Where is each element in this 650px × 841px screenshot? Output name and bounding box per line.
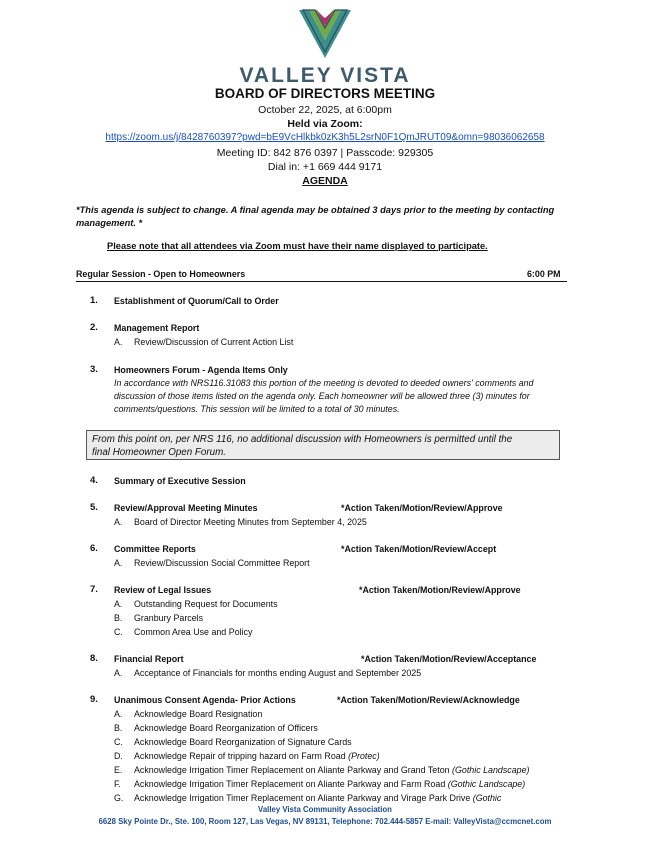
notice-line-2: final Homeowner Open Forum. — [92, 447, 226, 458]
item-7b-letter: B. — [114, 613, 123, 623]
item-8-action: *Action Taken/Motion/Review/Acceptance — [361, 654, 537, 664]
item-8-title: Financial Report — [114, 654, 184, 664]
footer-org: Valley Vista Community Association — [258, 805, 392, 814]
item-7-action: *Action Taken/Motion/Review/Approve — [359, 585, 521, 595]
item-9f-vendor: (Gothic Landscape) — [447, 779, 526, 789]
item-9f-desc: Acknowledge Irrigation Timer Replacement on Aliante Parkway and Farm Road — [134, 779, 446, 789]
item-9c-letter: C. — [114, 737, 123, 747]
item-9f-letter: F. — [114, 779, 121, 789]
item-6a-text: Review/Discussion Social Committee Report — [134, 558, 310, 568]
session-divider — [76, 281, 567, 282]
item-6a-letter: A. — [114, 558, 123, 568]
notice-line-1: From this point on, per NRS 116, no additional discussion with Homeowners is permitted until the — [92, 434, 513, 445]
item-7-title: Review of Legal Issues — [114, 585, 212, 595]
item-9c-text: Acknowledge Board Reorganization of Signature Cards — [134, 737, 352, 747]
item-5-title: Review/Approval Meeting Minutes — [114, 503, 258, 513]
item-9d-vendor: (Protec) — [348, 751, 380, 761]
item-9a-text: Acknowledge Board Resignation — [134, 709, 263, 719]
zoom-link[interactable]: https://zoom.us/j/8428760397?pwd=bE9VcHlkbk0zK3h5L2srN0F1QmJRUT09&omn=98036062658 — [105, 132, 545, 143]
meeting-id: Meeting ID: 842 876 0397 | Passcode: 929305 — [216, 147, 434, 159]
footer-address: 6628 Sky Pointe Dr., Ste. 100, Room 127, Las Vegas, NV 89131, Telephone: 702.444-5857 E-mail: ValleyVista@ccmcnet.com — [98, 817, 552, 826]
item-7c-text: Common Area Use and Policy — [134, 627, 253, 637]
item-5a-letter: A. — [114, 517, 123, 527]
item-4-title: Summary of Executive Session — [114, 476, 246, 486]
item-4-number: 4. — [90, 475, 98, 486]
item-3-number: 3. — [90, 364, 98, 375]
homeowner-discussion-notice — [86, 430, 560, 460]
item-7-number: 7. — [90, 584, 98, 595]
item-2-title: Management Report — [114, 323, 200, 333]
item-8-number: 8. — [90, 653, 98, 664]
item-6-number: 6. — [90, 543, 98, 554]
item-9g-text — [134, 793, 501, 803]
item-2a-text: Review/Discussion of Current Action List — [134, 337, 294, 347]
change-notice-line-2: management. * — [76, 218, 143, 228]
item-5a-text: Board of Director Meeting Minutes from September 4, 2025 — [134, 517, 367, 527]
item-9b-letter: B. — [114, 723, 123, 733]
zoom-name-notice: Please note that all attendees via Zoom must have their name displayed to participate. — [107, 241, 488, 251]
item-9-number: 9. — [90, 694, 98, 705]
item-9b-text: Acknowledge Board Reorganization of Officers — [134, 723, 318, 733]
session-label: Regular Session - Open to Homeowners — [76, 269, 246, 279]
item-9g-letter: G. — [114, 793, 124, 803]
session-time: 6:00 PM — [527, 269, 561, 279]
item-9d-desc: Acknowledge Repair of tripping hazard on Farm Road — [134, 751, 346, 761]
item-3-title: Homeowners Forum - Agenda Items Only — [114, 365, 288, 375]
item-7a-text: Outstanding Request for Documents — [134, 599, 278, 609]
item-9f-text — [134, 779, 525, 789]
item-9e-vendor: (Gothic Landscape) — [452, 765, 530, 775]
item-7c-letter: C. — [114, 627, 123, 637]
item-9g-desc: Acknowledge Irrigation Timer Replacement on Aliante Parkway and Virage Park Drive — [134, 793, 471, 803]
item-7a-letter: A. — [114, 599, 123, 609]
item-9e-letter: E. — [114, 765, 123, 775]
item-9e-text — [134, 765, 529, 775]
item-6-title: Committee Reports — [114, 544, 196, 554]
item-3-desc-line-1: In accordance with NRS116.31083 this portion of the meeting is devoted to deeded owners' comments and — [114, 378, 534, 388]
item-5-action: *Action Taken/Motion/Review/Approve — [341, 503, 503, 513]
dial-in: Dial in: +1 669 444 9171 — [267, 161, 383, 173]
item-1-number: 1. — [90, 295, 98, 306]
change-notice-line-1: *This agenda is subject to change. A final agenda may be obtained 3 days prior to the meeting by contacting — [76, 205, 555, 215]
item-2-number: 2. — [90, 322, 98, 333]
held-via-label: Held via Zoom: — [287, 118, 363, 130]
item-8a-text: Acceptance of Financials for months ending August and September 2025 — [134, 668, 422, 678]
item-5-number: 5. — [90, 502, 98, 513]
item-9d-text — [134, 751, 380, 761]
item-9-title: Unanimous Consent Agenda- Prior Actions — [114, 695, 296, 705]
item-9e-desc: Acknowledge Irrigation Timer Replacement on Aliante Parkway and Grand Teton — [134, 765, 450, 775]
brand-name: VALLEY VISTA — [239, 64, 411, 87]
meeting-title: BOARD OF DIRECTORS MEETING — [214, 86, 436, 101]
meeting-date: October 22, 2025, at 6:00pm — [258, 104, 392, 116]
valley-leaf-logo-icon — [295, 6, 355, 62]
item-9a-letter: A. — [114, 709, 123, 719]
item-3-desc-line-2: discussion of those items listed on the agenda only. Each homeowner will be allowed three (3) minutes for — [114, 391, 530, 401]
item-1-title: Establishment of Quorum/Call to Order — [114, 296, 279, 306]
item-8a-letter: A. — [114, 668, 123, 678]
item-2a-letter: A. — [114, 337, 123, 347]
item-9d-letter: D. — [114, 751, 123, 761]
item-6-action: *Action Taken/Motion/Review/Accept — [341, 544, 497, 554]
item-7b-text: Granbury Parcels — [134, 613, 204, 623]
agenda-label: AGENDA — [302, 175, 348, 187]
item-9g-vendor: (Gothic — [472, 793, 502, 803]
item-9-action: *Action Taken/Motion/Review/Acknowledge — [337, 695, 520, 705]
item-3-desc-line-3: comments/questions. This session will be limited to a total of 30 minutes. — [114, 404, 400, 414]
